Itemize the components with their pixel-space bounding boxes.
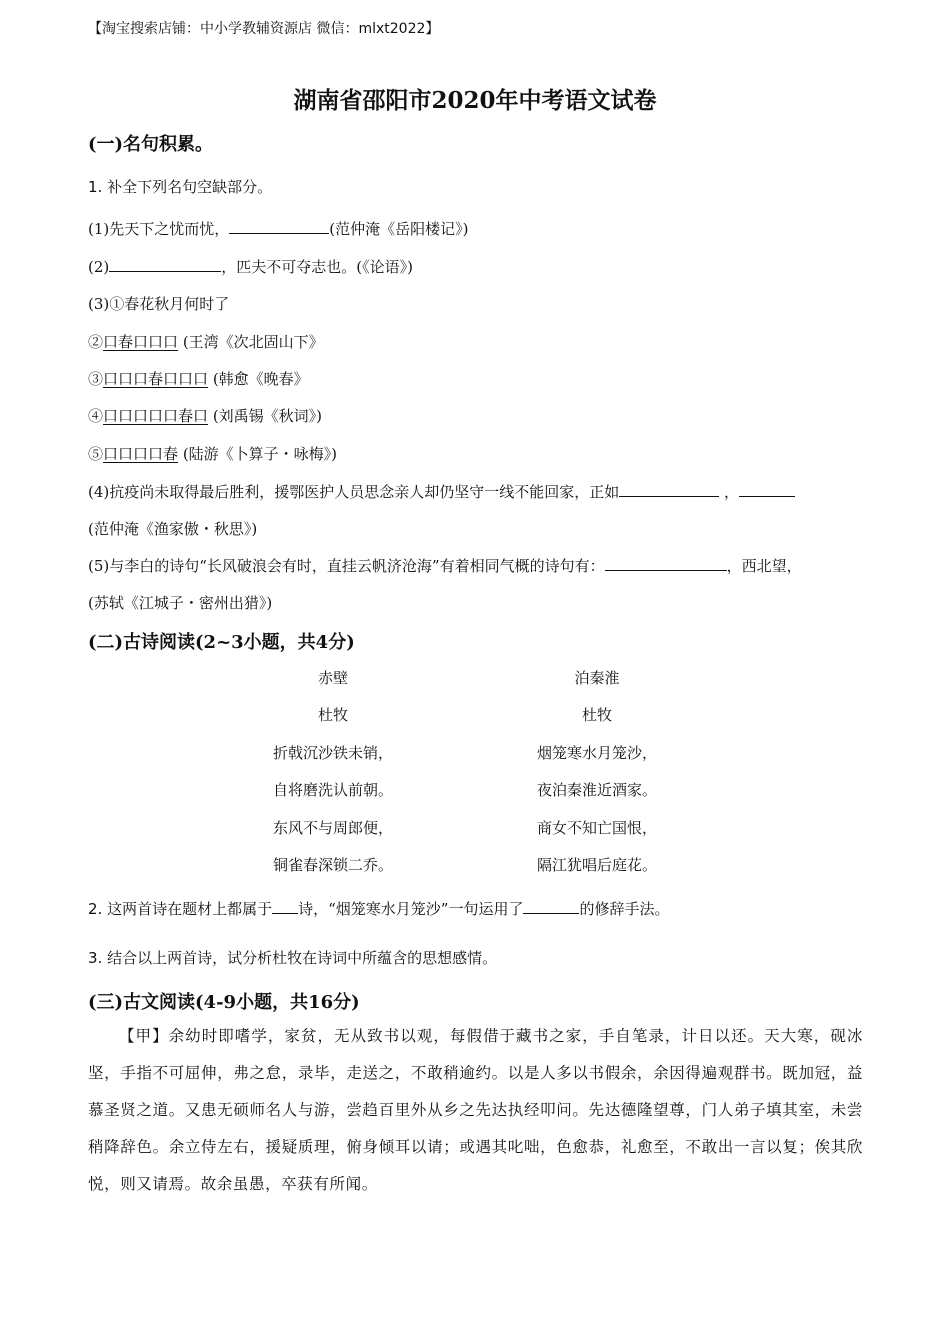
- answer-blank[interactable]: [272, 912, 298, 914]
- question-number: 2.: [88, 900, 103, 918]
- answer-blank[interactable]: [739, 495, 795, 497]
- question-text: 诗，“烟笼寒水月笼沙”一句运用了: [298, 900, 524, 918]
- question-text: 这两首诗在题材上都属于: [107, 900, 273, 918]
- poem1-line: 折戟沉沙铁未销，: [272, 744, 393, 762]
- question-text: 的修辞手法。: [579, 900, 670, 918]
- circled-number: ⑤: [88, 445, 104, 463]
- section3-heading: (三)古文阅读(4-9小题，共16分): [88, 992, 360, 1013]
- question-number: 3.: [88, 949, 103, 967]
- poem2-title: 泊秦淮: [574, 669, 620, 687]
- question-2: [88, 898, 669, 919]
- line-1: [88, 218, 468, 239]
- line-2: [88, 256, 413, 277]
- section2-heading: (二)古诗阅读(2~3小题，共4分): [88, 632, 355, 653]
- circled-number: ④: [88, 407, 104, 425]
- line-9: (范仲淹《渔家傲・秋思》): [88, 520, 258, 538]
- line-comma: ，: [724, 483, 740, 501]
- shop-watermark: 【淘宝搜索店铺：中小学教辅资源店 微信：mlxt2022】: [88, 21, 440, 37]
- answer-blank[interactable]: [229, 232, 329, 234]
- poem2-line: 商女不知亡国恨，: [536, 819, 657, 837]
- poem1-line: 铜雀春深锁二乔。: [272, 856, 393, 874]
- line-5: [88, 368, 309, 389]
- poem2-line: 烟笼寒水月笼沙，: [536, 744, 657, 762]
- line-source: ，匹夫不可夺志也。(《论语》): [221, 258, 413, 276]
- circled-number: ③: [88, 370, 104, 388]
- line-source: (刘禹锡《秋词》): [212, 407, 323, 425]
- circled-number: ②: [88, 333, 104, 351]
- poem2-author: 杜牧: [581, 706, 612, 724]
- poem1-title: 赤壁: [317, 669, 348, 687]
- underlined-blank[interactable]: 口口口春口口口: [103, 370, 209, 388]
- line-source: (陆游《卜算子・咏梅》): [182, 445, 338, 463]
- answer-blank[interactable]: [523, 912, 579, 914]
- underlined-blank[interactable]: 口口口口口春口: [103, 407, 209, 425]
- poem1-line: 东风不与周郎便，: [272, 819, 393, 837]
- answer-blank[interactable]: [605, 569, 727, 571]
- line-10: [88, 555, 802, 576]
- line-text: (4)抗疫尚未取得最后胜利，援鄂医护人员思念亲人却仍坚守一线不能回家，正如: [88, 483, 620, 501]
- line-tail: ，西北望，: [726, 557, 802, 575]
- question-1: [88, 176, 272, 197]
- poem1-author: 杜牧: [317, 706, 348, 724]
- line-source: (王湾《次北固山下》: [182, 333, 324, 351]
- line-11: (苏轼《江城子・密州出猎》): [88, 594, 273, 612]
- line-4: [88, 331, 324, 352]
- question-3: [88, 947, 497, 968]
- underlined-blank[interactable]: 口春口口口: [103, 333, 179, 351]
- question-number: 1.: [88, 178, 103, 196]
- line-8: [88, 481, 795, 502]
- answer-blank[interactable]: [109, 270, 221, 272]
- line-6: [88, 405, 322, 426]
- line-source: (韩愈《晚春》: [212, 370, 309, 388]
- poem1-line: 自将磨洗认前朝。: [272, 781, 393, 799]
- line-source: (范仲淹《岳阳楼记》): [329, 220, 469, 238]
- underlined-blank[interactable]: 口口口口春: [103, 445, 179, 463]
- section1-heading: (一)名句积累。: [88, 134, 214, 155]
- line-text: (2): [88, 258, 110, 276]
- poem2-line: 隔江犹唱后庭花。: [536, 856, 657, 874]
- document-title: 湖南省邵阳市2020年中考语文试卷: [293, 87, 657, 114]
- question-text: 结合以上两首诗，试分析杜牧在诗词中所蕴含的思想感情。: [107, 949, 498, 967]
- answer-blank[interactable]: [619, 495, 719, 497]
- classical-passage: 【甲】余幼时即嗜学，家贫，无从致书以观，每假借于藏书之家，手自笔录，计日以还。天大寒，砚冰坚，手指不可屈伸，弗之怠，录毕，走送之，不敢稍逾约。以是人多以书假余，余因得遍观群书。既加冠，益慕圣贤之道。又患无硕师名人与游，尝趋百里外从乡之先达执经叩问。先达德隆望尊，门人弟子填其室，未尝稍降辞色。余立侍左右，援疑质理，俯身倾耳以请；或遇其叱咄，色愈恭，礼愈至，不敢出一言以复；俟其欣悦，则又请焉。故余虽愚，卒获有所闻。: [88, 1027, 863, 1193]
- line-7: [88, 443, 337, 464]
- question-text: 补全下列名句空缺部分。: [107, 178, 273, 196]
- poem2-line: 夜泊秦淮近酒家。: [536, 781, 657, 799]
- line-text: (1)先天下之忧而忧，: [88, 220, 230, 238]
- line-text: (5)与李白的诗句“长风破浪会有时，直挂云帆济沧海”有着相同气概的诗句有：: [88, 557, 605, 575]
- line-3: (3)①春花秋月何时了: [88, 295, 230, 313]
